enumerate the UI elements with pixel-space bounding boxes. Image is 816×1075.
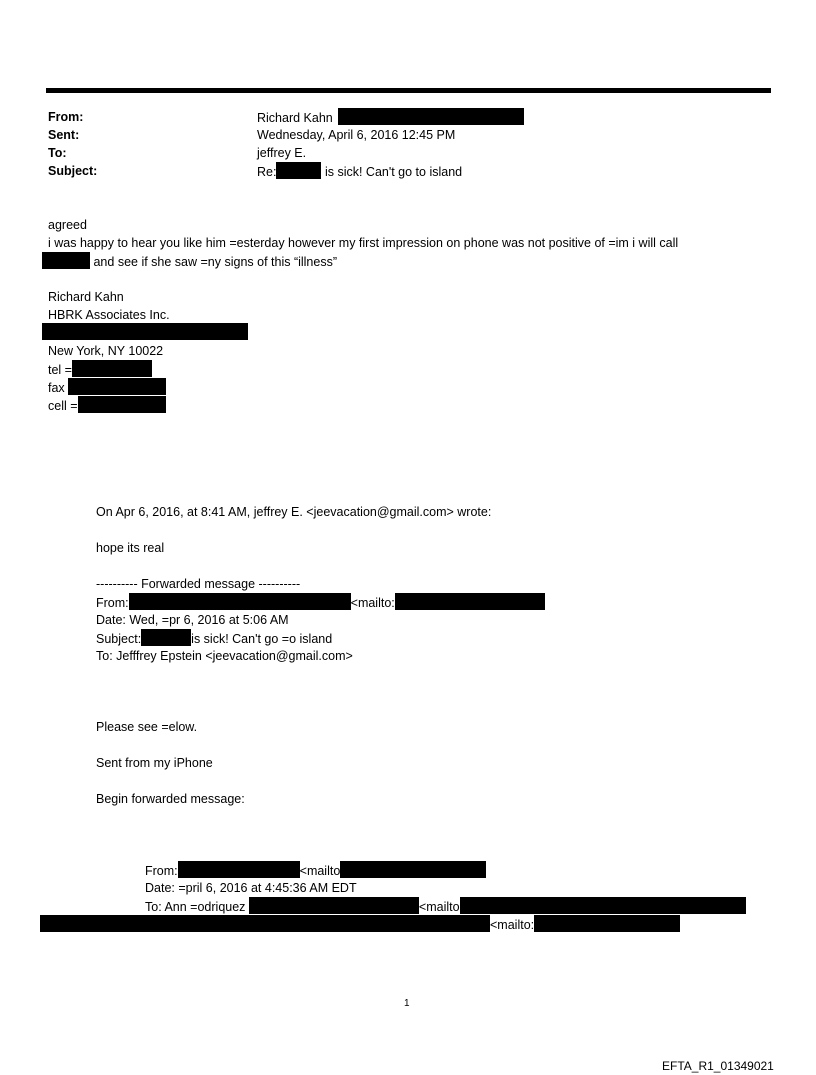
tel-label: tel =: [48, 363, 72, 377]
subject-label: Subject:: [48, 164, 98, 178]
redaction-block: [72, 360, 152, 377]
inner-to-line: [145, 897, 746, 916]
inner-from-label: From:: [145, 864, 178, 878]
body-line-3: [42, 252, 337, 271]
fwd-to-line: To: Jefffrey Epstein <jeevacation@gmail.com>: [96, 649, 353, 663]
redaction-block: [249, 897, 419, 914]
forwarded-header: ---------- Forwarded message ----------: [96, 577, 301, 591]
inner-mailto-label-3: <mailto:: [490, 918, 535, 932]
redaction-block: [68, 378, 166, 395]
from-value: [257, 108, 524, 127]
cell-label: cell =: [48, 399, 78, 413]
inner-to-continuation: [40, 915, 680, 934]
fwd-from-label: From:: [96, 596, 129, 610]
header-rule: [46, 88, 771, 93]
sent-label: Sent:: [48, 128, 80, 142]
fwd-from-line: [96, 593, 545, 612]
body-line-2: i was happy to hear you like him =esterday however my first impression on phone was not positive of =im i will call: [48, 236, 679, 250]
inner-from-line: [145, 861, 486, 880]
fwd-subject-suffix: is sick! Can't go =o island: [191, 632, 333, 646]
signature-company: HBRK Associates Inc.: [48, 308, 170, 322]
fwd-subject-line: [96, 629, 332, 648]
body-line-3-text: and see if she saw =ny signs of this “illness”: [93, 255, 338, 269]
body-line-agreed: agreed: [48, 218, 87, 232]
from-label: From:: [48, 110, 84, 124]
inner-mailto-label: <mailto: [299, 864, 341, 878]
redaction-block: [460, 897, 746, 914]
sent-value: Wednesday, April 6, 2016 12:45 PM: [257, 128, 456, 142]
begin-forwarded-line: Begin forwarded message:: [96, 792, 245, 806]
redaction-block: [42, 252, 90, 269]
inner-to-label: To: Ann =odriquez: [145, 900, 246, 914]
redaction-block: [395, 593, 545, 610]
redaction-block: [42, 323, 248, 340]
redaction-block: [129, 593, 351, 610]
document-id: EFTA_R1_01349021: [662, 1059, 774, 1073]
redaction-block: [340, 861, 486, 878]
to-value: jeffrey E.: [257, 146, 307, 160]
redaction-block: [338, 108, 524, 125]
redaction-block: [534, 915, 680, 932]
page-number: 1: [404, 998, 410, 1009]
redaction-block: [40, 915, 490, 932]
subject-value: [257, 162, 462, 181]
quote-message: hope its real: [96, 541, 165, 555]
quote-intro: On Apr 6, 2016, at 8:41 AM, jeffrey E. <jeevacation@gmail.com> wrote:: [96, 505, 492, 519]
fwd-subject-label: Subject:: [96, 632, 142, 646]
fwd-mailto-label: <mailto:: [350, 596, 395, 610]
redaction-block: [178, 861, 300, 878]
signature-tel: [48, 360, 152, 379]
fwd-date-line: Date: Wed, =pr 6, 2016 at 5:06 AM: [96, 613, 289, 627]
subject-prefix: Re:: [257, 165, 277, 179]
to-label: To:: [48, 146, 67, 160]
from-name: Richard Kahn: [257, 111, 333, 125]
signature-cell: [48, 396, 166, 415]
redaction-block: [78, 396, 166, 413]
redaction-block: [141, 629, 191, 646]
inner-date-line: Date: =pril 6, 2016 at 4:45:36 AM EDT: [145, 881, 357, 895]
subject-suffix: is sick! Can't go to island: [324, 165, 463, 179]
redaction-block: [276, 162, 321, 179]
signature-city: New York, NY 10022: [48, 344, 164, 358]
inner-mailto-label-2: <mailto: [418, 900, 460, 914]
signature-fax: [48, 378, 166, 397]
fax-label: fax: [48, 381, 65, 395]
signature-name: Richard Kahn: [48, 290, 124, 304]
sent-from-line: Sent from my iPhone: [96, 756, 213, 770]
please-see-line: Please see =elow.: [96, 720, 198, 734]
